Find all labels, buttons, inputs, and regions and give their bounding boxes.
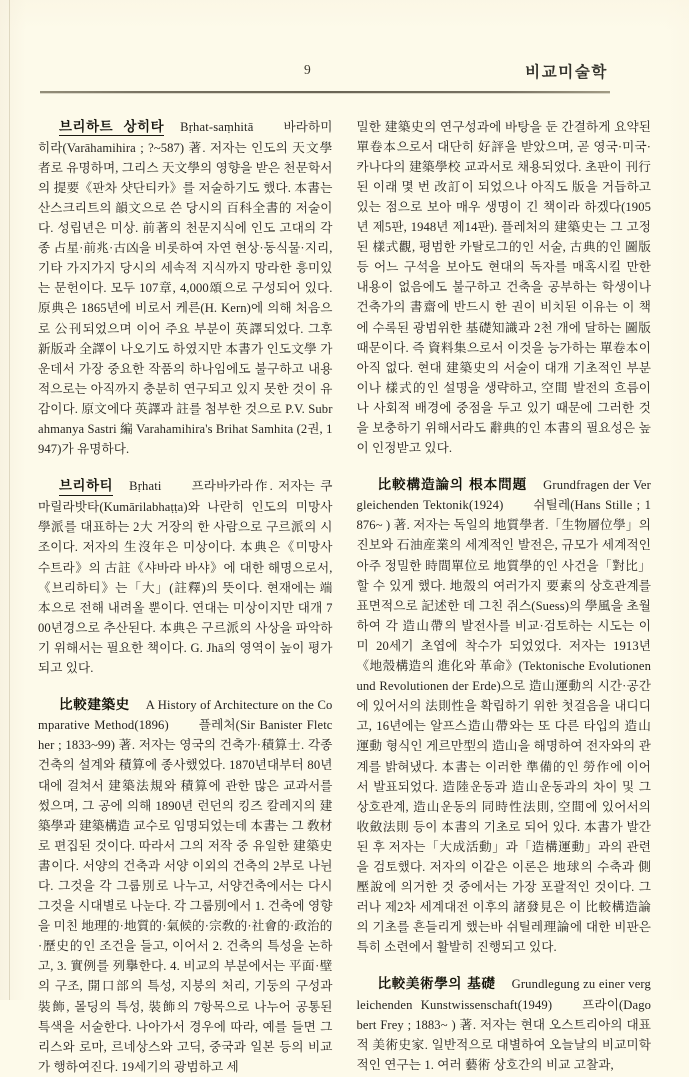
headword-hanja: 比較建築史 bbox=[59, 697, 130, 714]
page-number: 9 bbox=[304, 62, 311, 77]
entry-paragraph bbox=[38, 695, 333, 1077]
entry-grundlegung-kunstwissenschaft bbox=[357, 974, 652, 1074]
entry-text: 밀한 建築史의 연구성과에 바탕을 둔 간결하게 요약된 單卷本으로서 대단히 好評을 받았으며, 곧 영국·미국·카나다의 建築學校 교과서로 채용되었다. 초판이 刊行된 이래 몇 번 改訂이 되었으나 아직도 版을 거듭하고 있는 점으로 보아 매우 생명이 긴 책이라 하겠다(1905년 제5판, 1948년 제14판). 플레처의 建築史는 그 고정된 樣式觀, 평범한 카탈로그的인 서술, 古典的인 圖版 등 어느 구석을 보아도 현대의 독자를 매혹시킬 만한 내용이 없음에도 불구하고 건축을 공부하는 학생이나 건축가의 書齋에 반드시 한 권이 비치된 이유는 이 책에 수록된 광범위한 基礎知識과 2천 개에 달하는 圖版 때문이다. 즉 資料集으로서 이것을 능가하는 單卷本이 아직 없다. 현대 建築史의 서술이 대개 기초적인 부분이나 樣式的인 설명을 생략하고, 空間 발전의 흐름이나 사회적 배경에 중점을 두고 있기 때문에 그러한 것을 보충하기 위해서라도 辭典的인 本書의 필요성은 높이 인정받고 있다. bbox=[356, 119, 651, 456]
left-column bbox=[38, 104, 333, 1074]
running-head-title: 비교미술학 bbox=[525, 63, 608, 81]
running-header bbox=[80, 62, 608, 84]
entry-text: 프라바카라作. 저자는 쿠마릴라밧타(Kumārilabhaṭṭa)와 나란히 인도의 미망사學派를 대표하는 2大 거장의 한 사람으로 구르派의 시조이다. 저자의 生沒年은 미상이다. 本典은《미망사 수트라》의 古註《샤바라 바샤》에 대한 해명으로서,《브리하티》는「大」(註釋)의 뜻이다. 현재에는 端本으로 전해 내려올 뿐이다. 연대는 미상이지만 대개 700년경으로 추산된다. 本典은 구르派의 사상을 파악하기 위해서는 필요한 책이다. G. Jhā의 영역이 높이 평가되고 있다. bbox=[38, 479, 333, 676]
entry-paragraph bbox=[357, 117, 652, 459]
entry-comparative-architecture-history bbox=[38, 695, 333, 1077]
entry-grundfragen-tektonik bbox=[357, 475, 652, 957]
headword-romanization: Grundfragen der Vergleichenden Tektonik(1924) bbox=[356, 478, 652, 513]
headword-romanization: A History of Architecture on the Comparative Method(1896) bbox=[38, 698, 333, 733]
entry-text: 프라이(Dagobert Frey ; 1883~ ) 著. 저자는 현대 오스트리아의 대표적 美術史家. 일반적으로 대별하여 오늘날의 비교미학적인 연구는 1. 여러 藝術 상호간의 비교 고찰과, bbox=[356, 997, 651, 1072]
entry-brhat-samhita bbox=[38, 117, 333, 460]
headword-hanja: 比較美術學의 基礎 bbox=[377, 976, 496, 993]
headword-romanization: Bṛhat-saṃhitā bbox=[180, 119, 254, 134]
entry-paragraph bbox=[357, 974, 652, 1074]
entry-brhati bbox=[38, 476, 333, 678]
headword-romanization: Grundlegung zu einer vergleichenden Kunstwissenschaft(1949) bbox=[356, 977, 651, 1012]
headword-korean: 브리하트 상히타 bbox=[59, 119, 165, 135]
headword-korean: 브리하티 bbox=[59, 479, 114, 495]
headword-hanja: 比較構造論의 根本問題 bbox=[377, 477, 528, 494]
headword-romanization: Bṛhati bbox=[129, 479, 162, 494]
entry-paragraph bbox=[357, 475, 652, 957]
entry-text: 쉬틸레(Hans Stille ; 1876~ ) 著. 저자는 독일의 地質學者.「生物層位學」의 진보와 石油産業의 세계적인 발전은, 규모가 세계적인 아주 정밀한 時間單位로 地質學的인 사건을「對比」할 수 있게 했다. 地殼의 여러가지 要素의 상호관계를 표면적으로 記述한 데 그친 쥐스(Suess)의 學風을 초월하여 각 造山帶의 발전사를 비교·검토하는 시도는 이미 20세기 초엽에 착수가 되었었다. 저자는 1913년《地殼構造의 進化와 革命》(Tektonische Evolutionen und Revolutionen der Erde)으로 造山運動의 시간·공간에 있어서의 法則性을 확립하기 위한 첫걸음을 내디디고, 16년에는 알프스造山帶와는 또 다른 타입의 造山運動 형식인 게르만型의 造山을 해명하여 전자와의 관계를 밝혀냈다. 本書는 이러한 準備的인 勞作에 이어서 발표되었다. 造陸운동과 造山운동과의 차이 및 그 상호관계, 造山운동의 同時性法則, 空間에 있어서의 收斂法則 등이 本書의 기초로 되어 있다. 本書가 발간된 후 저자는「大成活動」과「造構運動」과의 관련을 검토했다. 저자의 이같은 이론은 地球의 수축과 側壓說에 의거한 것 중에서는 가장 포괄적인 것이다. 그러나 제2차 세계대전 이후의 諸發見은 이 比較構造論의 기초를 흔들리게 했는바 쉬틸레理論에 대한 비판은 특히 소련에서 활발히 진행되고 있다. bbox=[356, 498, 651, 955]
header-rule bbox=[40, 91, 610, 93]
entry-paragraph bbox=[38, 117, 333, 460]
entry-paragraph bbox=[38, 476, 333, 678]
entry-text: 플레처(Sir Banister Fletcher ; 1833~99) 著. 저자는 영국의 건축가·積算士. 각종 건축의 설계와 積算에 종사했었다. 1870년대부터 80년대에 걸쳐서 建築法規와 積算에 관한 많은 교과서를 썼으며, 그 공에 의해 1890년 런던의 킹즈 칼레지의 建築學과 建築構造 교수로 임명되었는데 本書는 그 敎材로 편집된 것이다. 따라서 그의 저작 중 유일한 建築史書이다. 서양의 건축과 서양 이외의 건축의 2부로 나뉜다. 그것을 각 그룹別로 나누고, 서양건축에서는 다시 그것을 시대별로 나눈다. 각 그룹別에서 1. 건축에 영향을 미친 地理的·地質的·氣候的·宗敎的·社會的·政治的·歷史的인 조건을 들고, 이어서 2. 건축의 특성을 논하고, 3. 實例를 列擧한다. 4. 비교의 부분에서는 平面·壁의 구조, 開口部의 특성, 지붕의 처리, 기둥의 구성과 裝飾, 몰딩의 특성, 裝飾의 7항목으로 나누어 공통된 특색을 서술한다. 나아가서 경우에 따라, 예를 들면 그리스와 로마, 르네상스와 고딕, 중국과 일본 등의 비교가 행하여진다. 19세기의 광범하고 세 bbox=[38, 718, 333, 1074]
entry-comparative-architecture-history-continued bbox=[357, 117, 652, 459]
right-column bbox=[356, 104, 652, 1072]
entry-text: 바라하미히라(Varāhamihira ; ?~587) 著. 저자는 인도의 天文學者로 유명하며, 그리스 天文學의 영향을 받은 천문학서의 提要《판차 샷단티카》를 저술하기도 했다. 本書는 산스크리트의 韻文으로 쓴 당시의 百科全書的 저술이다. 성립년은 미상. 前著의 천문지식에 인도 고대의 각종 占星·前兆·古凶을 비롯하여 자연 현상·동식물·지리, 기타 가지가지 당시의 세속적 지식까지 망라한 흥미있는 문헌이다. 모두 107章, 4,000頌으로 구성되어 있다. 原典은 1865년에 비로서 케른(H. Kern)에 의해 처음으로 公刊되었으며 이어 주요 부분이 英譯되었다. 그후 新版과 全譯이 나오기도 하였지만 本書가 인도文學 가운데서 가장 중요한 작품의 하나임에도 불구하고 내용적으로는 아직까지 충분히 연구되고 있지 못한 것이 유감이다. 原文에다 英譯과 註를 첨부한 것으로 P.V. Subrahmanya Sastri 編 Varahamihira's Brihat Samhita (2권, 1947)가 유명하다. bbox=[38, 119, 333, 457]
text-columns bbox=[38, 104, 652, 1074]
